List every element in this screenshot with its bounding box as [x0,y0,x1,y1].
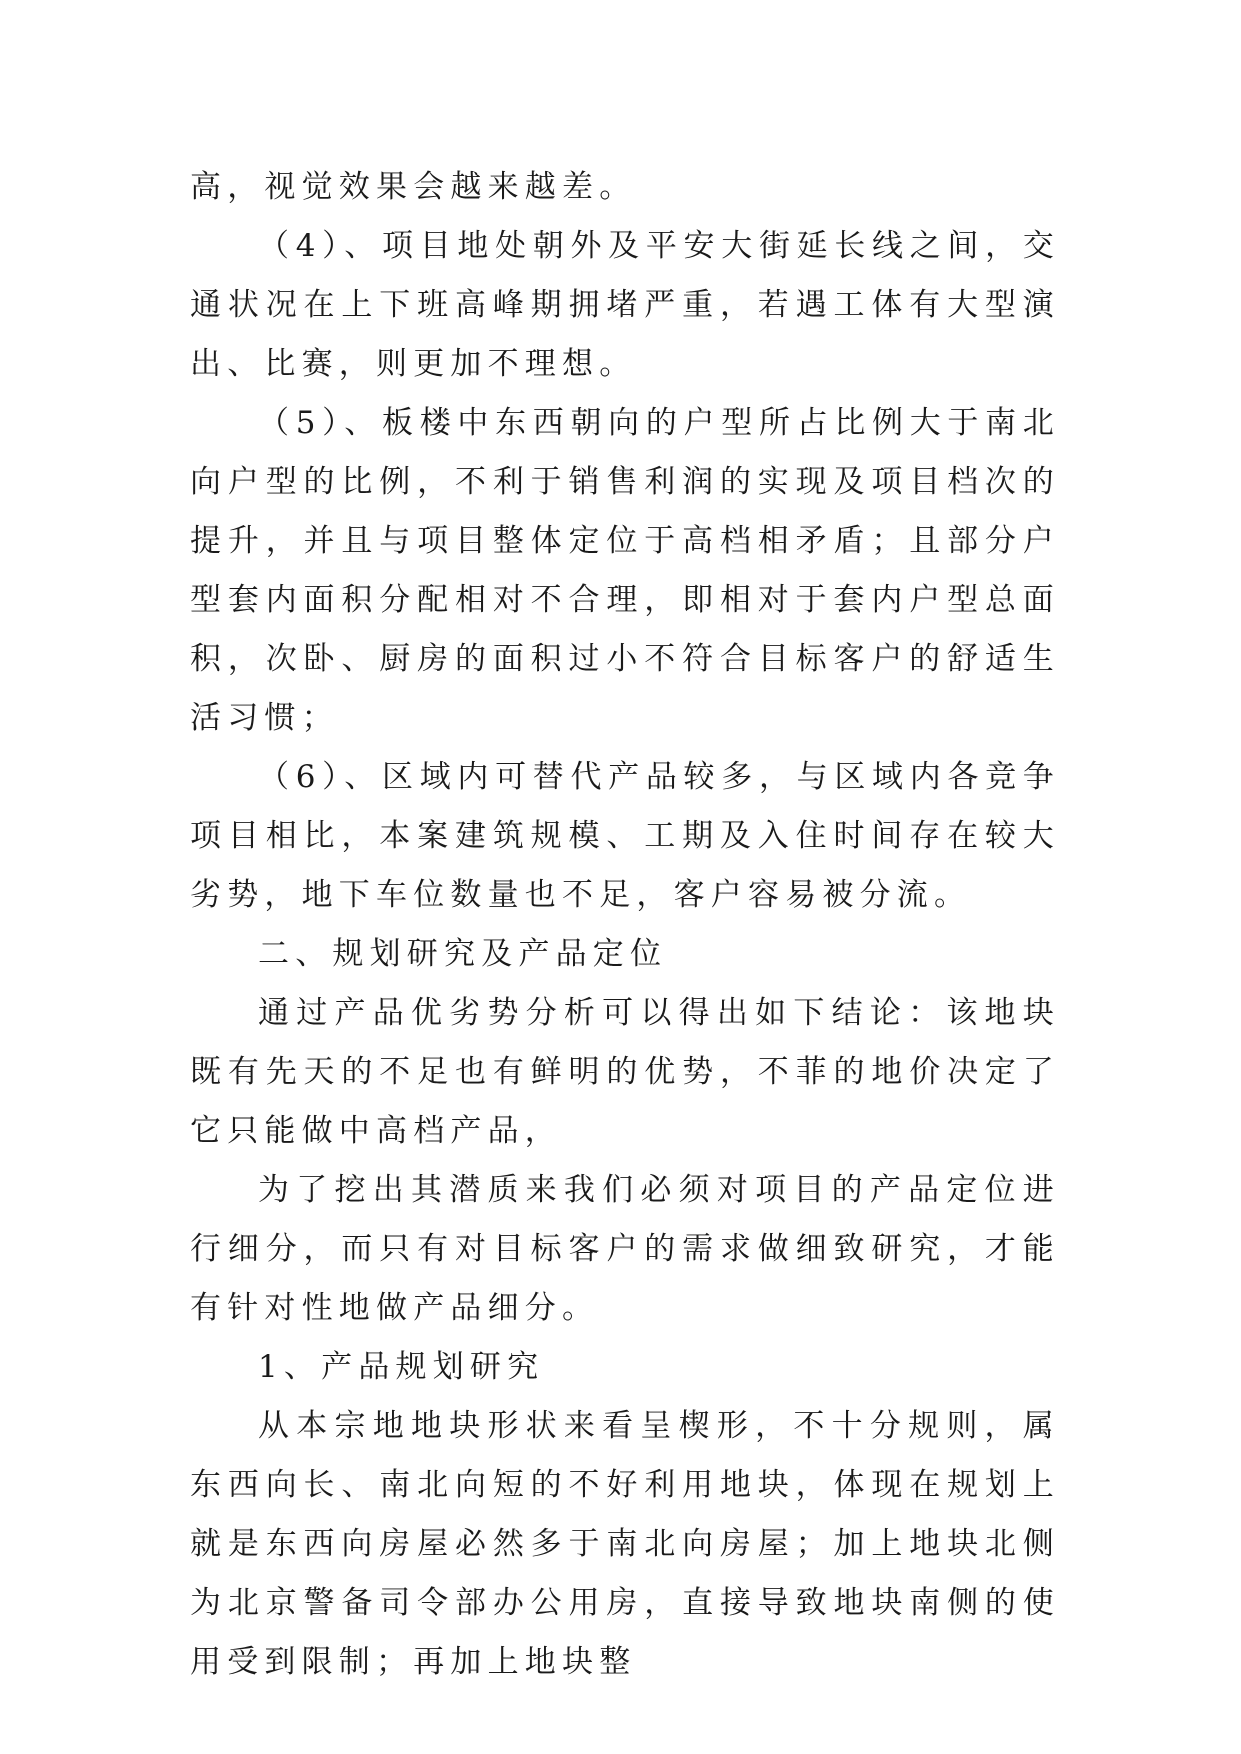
paragraph-segmentation: 为了挖出其潜质来我们必须对项目的产品定位进行细分，而只有对目标客户的需求做细致研究，才能有针对性地做产品细分。 [190,1172,1060,1326]
paragraph-continuation: 高，视觉效果会越来越差。 [190,169,637,205]
paragraph-item-6: （6）、区域内可替代产品较多，与区域内各竞争项目相比，本案建筑规模、工期及入住时间存在较大劣势，地下车位数量也不足，客户容易被分流。 [190,759,1060,913]
paragraph-item-4: （4）、项目地处朝外及平安大街延长线之间，交通状况在上下班高峰期拥堵严重，若遇工体有大型演出、比赛，则更加不理想。 [190,228,1060,382]
subsection-heading: 1、产品规划研究 [258,1349,545,1385]
section-heading: 二、规划研究及产品定位 [258,936,668,972]
paragraph-conclusion: 通过产品优劣势分析可以得出如下结论：该地块既有先天的不足也有鲜明的优势，不菲的地价决定了它只能做中高档产品， [190,995,1060,1149]
paragraph-item-5: （5）、板楼中东西朝向的户型所占比例大于南北向户型的比例，不利于销售利润的实现及项目档次的提升，并且与项目整体定位于高档相矛盾；且部分户型套内面积分配相对不合理，即相对于套内户型总面积，次卧、厨房的面积过小不符合目标客户的舒适生活习惯； [190,405,1060,736]
body-text [190,158,1060,1692]
paragraph-site-shape: 从本宗地地块形状来看呈楔形，不十分规则，属东西向长、南北向短的不好利用地块，体现在规划上就是东西向房屋必然多于南北向房屋；加上地块北侧为北京警备司令部办公用房，直接导致地块南侧的使用受到限制；再加上地块整 [190,1408,1060,1680]
